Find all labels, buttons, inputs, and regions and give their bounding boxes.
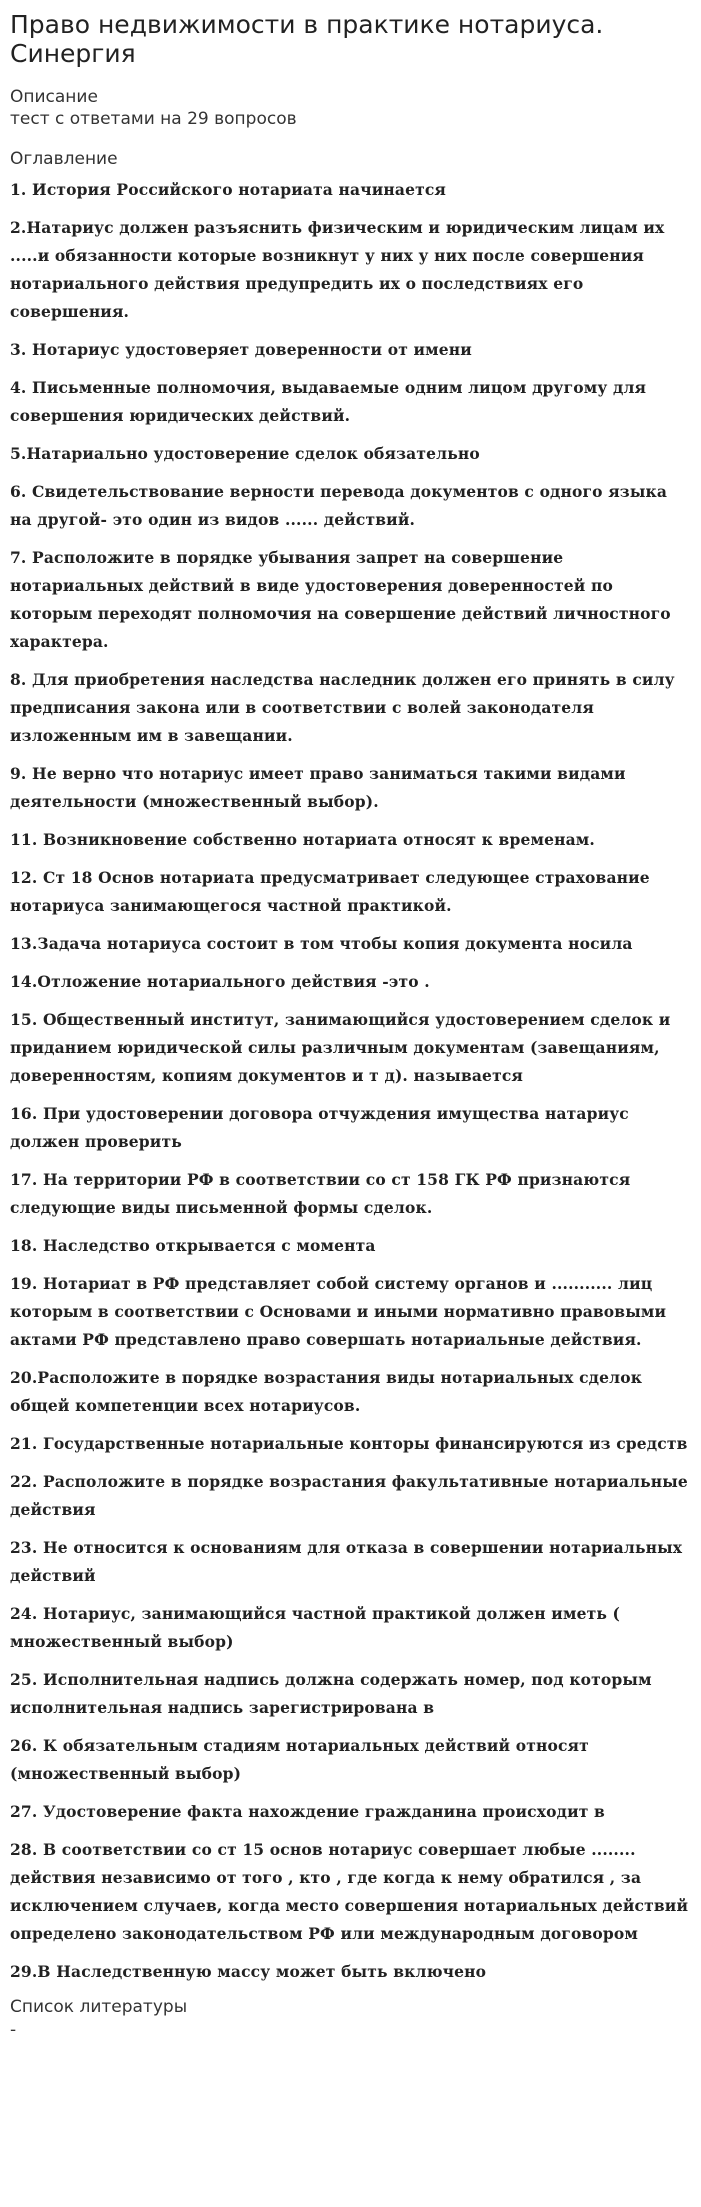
toc-item[interactable]: 18. Наследство открывается с момента [10,1236,376,1255]
toc-item[interactable]: 9. Не верно что нотариус имеет право заниматься такими видами деятельности (множественный выбор). [10,764,626,811]
table-of-contents [10,176,691,1986]
description-label: Описание [10,87,98,107]
toc-item[interactable]: 29.В Наследственную массу может быть включено [10,1962,487,1981]
toc-item[interactable]: 5.Натариально удостоверение сделок обязательно [10,444,480,463]
toc-label: Оглавление [10,149,118,169]
toc-item[interactable]: 21. Государственные нотариальные конторы финансируются из средств [10,1434,688,1453]
toc-item[interactable]: 6. Свидетельствование верности перевода документов с одного языка на другой- это один из видов ...... действий. [10,482,668,529]
toc-item[interactable]: 23. Не относится к основаниям для отказа в совершении нотариальных действий [10,1538,683,1585]
toc-item[interactable]: 3. Нотариус удостоверяет доверенности от имени [10,340,472,359]
toc-item[interactable]: 13.Задача нотариуса состоит в том чтобы копия документа носила [10,934,633,953]
toc-item[interactable]: 8. Для приобретения наследства наследник должен его принять в силу предписания закона или в соответствии с волей законодателя изложенным им в завещании. [10,670,675,745]
toc-item[interactable]: 14.Отложение нотариального действия -это . [10,972,430,991]
toc-item[interactable]: 27. Удостоверение факта нахождение гражданина происходит в [10,1802,605,1821]
toc-item[interactable]: 4. Письменные полномочия, выдаваемые одним лицом другому для совершения юридических действий. [10,378,647,425]
toc-item[interactable]: 11. Возникновение собственно нотариата относят к временам. [10,830,595,849]
bibliography-label: Список литературы [10,1997,188,2017]
toc-item[interactable]: 26. К обязательным стадиям нотариальных действий относят (множественный выбор) [10,1736,589,1783]
toc-item[interactable]: 24. Нотариус, занимающийся частной практикой должен иметь ( множественный выбор) [10,1604,621,1651]
toc-item[interactable]: 25. Исполнительная надпись должна содержать номер, под которым исполнительная надпись зарегистрирована в [10,1670,652,1717]
toc-item[interactable]: 2.Натариус должен разъяснить физическим и юридическим лицам их .....и обязанности которые возникнут у них у них после совершения нотариального действия предупредить их о последствиях его совершения. [10,218,665,321]
page-title: Право недвижимости в практике нотариуса. Синергия [10,10,604,68]
toc-item[interactable]: 22. Расположите в порядке возрастания факультативные нотариальные действия [10,1472,688,1519]
toc-item[interactable]: 15. Общественный институт, занимающийся удостоверением сделок и приданием юридической силы различным документам (завещаниям, доверенностям, копиям документов и т д). называется [10,1010,671,1085]
toc-item[interactable]: 1. История Российского нотариата начинается [10,180,447,199]
toc-item[interactable]: 28. В соответствии со ст 15 основ нотариус совершает любые ........ действия независимо от того , кто , где когда к нему обратился , за исключением случаев, когда место совершения нотариальных действий определено законодательством РФ или международным договором [10,1840,689,1943]
description-text: тест с ответами на 29 вопросов [10,109,297,129]
toc-item[interactable]: 19. Нотариат в РФ представляет собой систему органов и ........... лиц которым в соответствии с Основами и иными нормативно правовыми актами РФ представлено право совершать нотариальные действия. [10,1274,667,1349]
toc-item[interactable]: 12. Ст 18 Основ нотариата предусматривает следующее страхование нотариуса занимающегося частной практикой. [10,868,650,915]
toc-item[interactable]: 7. Расположите в порядке убывания запрет на совершение нотариальных действий в виде удостоверения доверенностей по которым переходят полномочия на совершение действий личностного характера. [10,548,671,651]
toc-item[interactable]: 17. На территории РФ в соответствии со ст 158 ГК РФ признаются следующие виды письменной формы сделок. [10,1170,631,1217]
bibliography-dash: - [10,2020,17,2040]
toc-item[interactable]: 20.Расположите в порядке возрастания виды нотариальных сделок общей компетенции всех нотариусов. [10,1368,643,1415]
toc-item[interactable]: 16. При удостоверении договора отчуждения имущества натариус должен проверить [10,1104,629,1151]
